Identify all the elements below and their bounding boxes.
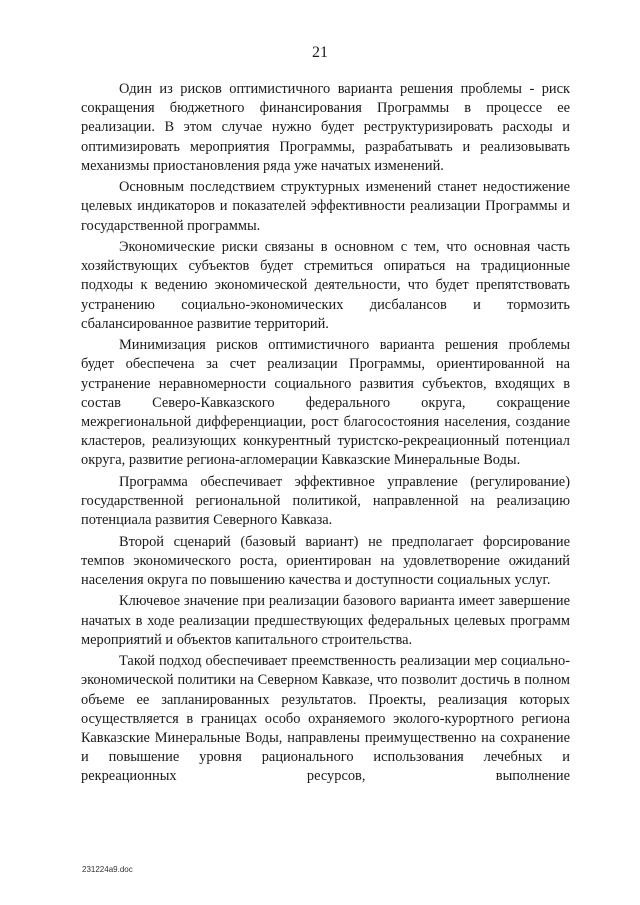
paragraph: Минимизация рисков оптимистичного варианта решения проблемы будет обеспечена за счет реализации Программы, ориентированной на устранение неравномерности социального развития субъектов, входящих в состав Северо-Кавказского федерального округа, сокращение межрегиональной дифференциации, рост благосостояния населения, создание кластеров, реализующих конкурентный туристско-рекреационный потенциал округа, развитие региона-агломерации Кавказские Минеральные Воды. — [81, 337, 570, 469]
paragraph: Ключевое значение при реализации базового варианта имеет завершение начатых в ходе реализации предшествующих федеральных целевых программ мероприятий и объектов капитального строительства. — [81, 593, 570, 648]
document-body — [81, 80, 570, 789]
footer-file-name: 231224a9.doc — [82, 865, 133, 874]
paragraph: Программа обеспечивает эффективное управление (регулирование) государственной региональной политикой, направленной на реализацию потенциала развития Северного Кавказа. — [81, 473, 570, 529]
page-number: 21 — [312, 44, 328, 61]
paragraph: Экономические риски связаны в основном с тем, что основная часть хозяйствующих субъектов будет стремиться опираться на традиционные подходы к ведению экономической деятельности, что будет препятствовать устранению социально-экономических дисбалансов и тормозить сбалансированное развитие территорий. — [81, 239, 570, 332]
paragraph: Такой подход обеспечивает преемственность реализации мер социально-экономической политики на Северном Кавказе, что позволит достичь в полном объеме ее запланированных результатов. Проекты, реализация которых осуществляется в границах особо охраняемого эколого-курортного региона Кавказские Минеральные Воды, направлены преимущественно на сохранение и повышение уровня рационального использования лечебных и рекреационных ресурсов, выполнение — [81, 653, 570, 785]
paragraph: Основным последствием структурных изменений станет недостижение целевых индикаторов и показателей эффективности реализации Программы и государственной программы. — [81, 179, 570, 234]
paragraph: Второй сценарий (базовый вариант) не предполагает форсирование темпов экономического роста, ориентирован на удовлетворение ожиданий населения округа по повышению качества и доступности социальных услуг. — [81, 533, 570, 589]
paragraph: Один из рисков оптимистичного варианта решения проблемы - риск сокращения бюджетного финансирования Программы в процессе ее реализации. В этом случае нужно будет реструктуризировать расходы и оптимизировать мероприятия Программы, разрабатывать и реализовывать механизмы приостановления ряда уже начатых изменений. — [81, 81, 570, 174]
